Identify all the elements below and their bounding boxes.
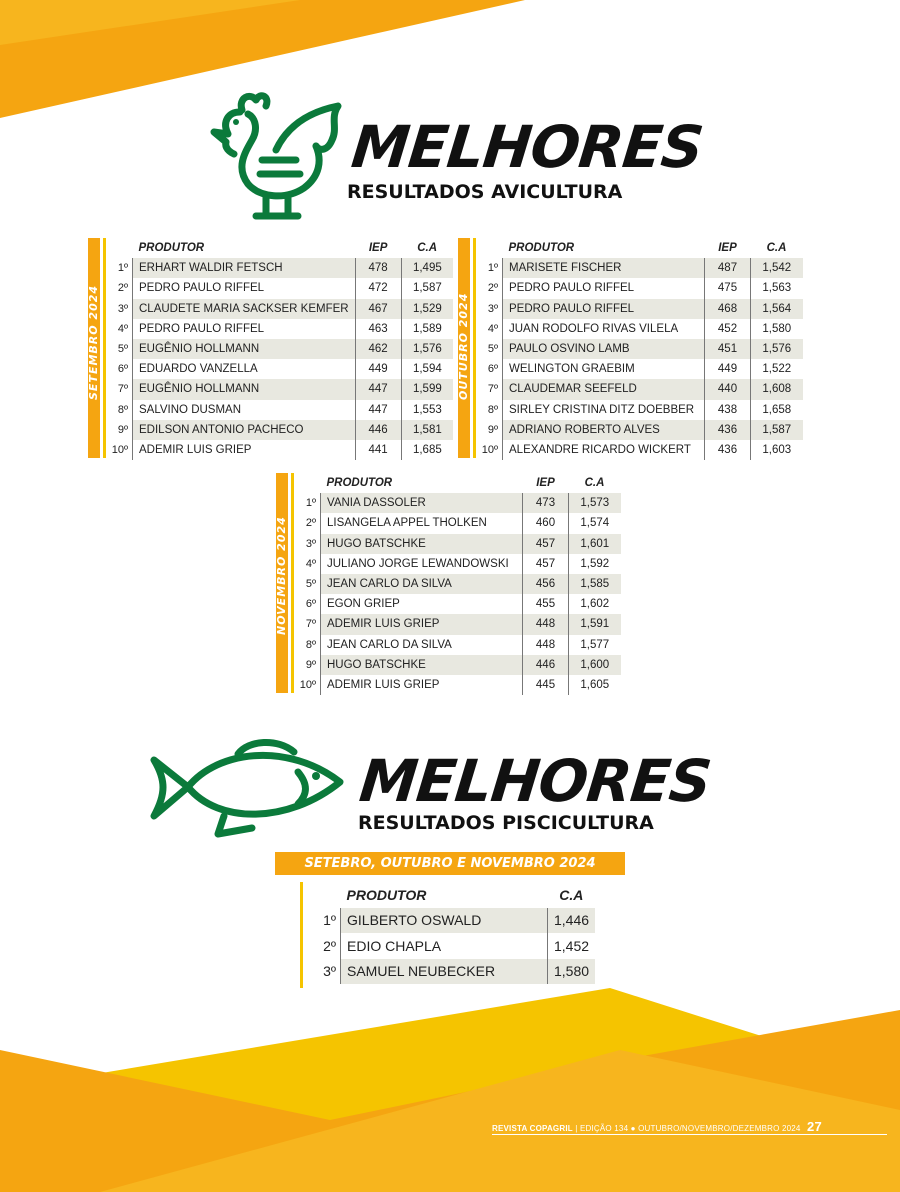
ca-value: 1,564 bbox=[751, 299, 803, 319]
producer-name: CLAUDETE MARIA SACKSER KEMFER bbox=[133, 299, 356, 319]
producer-name: ADEMIR LUIS GRIEP bbox=[321, 675, 523, 695]
ca-value: 1,602 bbox=[569, 594, 621, 614]
producer-name: JUAN RODOLFO RIVAS VILELA bbox=[503, 319, 705, 339]
iep-value: 487 bbox=[705, 258, 751, 278]
ca-value: 1,573 bbox=[569, 493, 621, 513]
ca-value: 1,589 bbox=[401, 319, 453, 339]
iep-value: 467 bbox=[355, 299, 401, 319]
rank: 5º bbox=[305, 578, 316, 591]
col-produtor: PRODUTOR bbox=[138, 242, 205, 255]
ca-value: 1,608 bbox=[751, 379, 803, 399]
producer-name: EGON GRIEP bbox=[321, 594, 523, 614]
producer-name: ERHART WALDIR FETSCH bbox=[133, 258, 356, 278]
rank: 10º bbox=[481, 443, 498, 456]
iep-value: 455 bbox=[523, 594, 569, 614]
rank: 4º bbox=[117, 322, 128, 335]
col-produtor: PRODUTOR bbox=[326, 477, 393, 490]
table-row bbox=[108, 258, 453, 278]
producer-name: PAULO OSVINO LAMB bbox=[503, 339, 705, 359]
producer-name: MARISETE FISCHER bbox=[503, 258, 705, 278]
col-ca: C.A bbox=[766, 242, 787, 255]
producer-name: SIRLEY CRISTINA DITZ DOEBBER bbox=[503, 400, 705, 420]
iep-value: 448 bbox=[523, 614, 569, 634]
producer-name: PEDRO PAULO RIFFEL bbox=[133, 278, 356, 298]
ca-value: 1,592 bbox=[569, 554, 621, 574]
rank: 9º bbox=[487, 423, 498, 436]
rank: 6º bbox=[487, 363, 498, 376]
col-iep: IEP bbox=[718, 242, 737, 255]
table-setembro bbox=[88, 238, 453, 460]
month-bar-accent bbox=[291, 473, 294, 693]
ca-value: 1,580 bbox=[751, 319, 803, 339]
rank: 1º bbox=[323, 912, 336, 929]
producer-name: JEAN CARLO DA SILVA bbox=[321, 635, 523, 655]
ca-value: 1,587 bbox=[401, 278, 453, 298]
table-row bbox=[308, 933, 595, 959]
rank: 5º bbox=[117, 343, 128, 356]
producer-name: CLAUDEMAR SEEFELD bbox=[503, 379, 705, 399]
iep-value: 468 bbox=[705, 299, 751, 319]
iep-value: 463 bbox=[355, 319, 401, 339]
table-row bbox=[108, 359, 453, 379]
ca-value: 1,576 bbox=[401, 339, 453, 359]
rank: 2º bbox=[323, 937, 336, 954]
iep-value: 475 bbox=[705, 278, 751, 298]
table-row bbox=[478, 278, 803, 298]
table-row bbox=[478, 258, 803, 278]
col-iep: IEP bbox=[368, 242, 388, 255]
ca-value: 1,495 bbox=[401, 258, 453, 278]
table-row bbox=[478, 440, 803, 460]
chicken-icon bbox=[200, 88, 345, 223]
col-ca: C.A bbox=[417, 242, 438, 255]
rank: 4º bbox=[487, 322, 498, 335]
table-row bbox=[478, 339, 803, 359]
producer-name: HUGO BATSCHKE bbox=[321, 534, 523, 554]
table-row bbox=[108, 299, 453, 319]
rank: 5º bbox=[487, 343, 498, 356]
producer-name: LISANGELA APPEL THOLKEN bbox=[321, 513, 523, 533]
rank: 10º bbox=[111, 443, 128, 456]
ca-value: 1,529 bbox=[401, 299, 453, 319]
rank: 8º bbox=[487, 403, 498, 416]
table-row bbox=[108, 440, 453, 460]
fish-icon bbox=[148, 732, 348, 842]
producer-name: WELINGTON GRAEBIM bbox=[503, 359, 705, 379]
producer-name: EDUARDO VANZELLA bbox=[133, 359, 356, 379]
iep-value: 472 bbox=[355, 278, 401, 298]
iep-value: 452 bbox=[705, 319, 751, 339]
rank: 8º bbox=[117, 403, 128, 416]
piscicultura-period: SETEBRO, OUTUBRO E NOVEMBRO 2024 bbox=[275, 852, 625, 875]
table-row bbox=[478, 420, 803, 440]
iep-value: 446 bbox=[355, 420, 401, 440]
table-row bbox=[296, 594, 621, 614]
month-bar-accent bbox=[103, 238, 106, 458]
table-row bbox=[108, 319, 453, 339]
producer-name: SALVINO DUSMAN bbox=[133, 400, 356, 420]
piscicultura-title: MELHORES bbox=[356, 747, 714, 815]
rank: 3º bbox=[487, 302, 498, 315]
ca-value: 1,577 bbox=[569, 635, 621, 655]
iep-value: 440 bbox=[705, 379, 751, 399]
iep-value: 449 bbox=[355, 359, 401, 379]
edition-info: | EDIÇÃO 134 ● OUTUBRO/NOVEMBRO/DEZEMBRO 2024 bbox=[575, 1124, 801, 1133]
rank: 2º bbox=[305, 517, 316, 530]
table-row bbox=[296, 554, 621, 574]
ca-value: 1,542 bbox=[751, 258, 803, 278]
iep-value: 478 bbox=[355, 258, 401, 278]
page-footer bbox=[492, 1119, 822, 1134]
rank: 9º bbox=[117, 423, 128, 436]
producer-name: VANIA DASSOLER bbox=[321, 493, 523, 513]
producer-name: JEAN CARLO DA SILVA bbox=[321, 574, 523, 594]
producer-name: ADRIANO ROBERTO ALVES bbox=[503, 420, 705, 440]
iep-value: 448 bbox=[523, 635, 569, 655]
rank: 10º bbox=[299, 678, 316, 691]
ca-value: 1,581 bbox=[401, 420, 453, 440]
iep-value: 441 bbox=[355, 440, 401, 460]
iep-value: 457 bbox=[523, 534, 569, 554]
ca-value: 1,580 bbox=[548, 959, 596, 985]
month-label: NOVEMBRO 2024 bbox=[275, 516, 288, 635]
rank: 1º bbox=[305, 497, 316, 510]
ca-value: 1,587 bbox=[751, 420, 803, 440]
table-row bbox=[308, 959, 595, 985]
ca-value: 1,452 bbox=[548, 933, 596, 959]
table-row bbox=[108, 420, 453, 440]
rank: 7º bbox=[487, 383, 498, 396]
producer-name: PEDRO PAULO RIFFEL bbox=[503, 278, 705, 298]
producer-name: EUGÊNIO HOLLMANN bbox=[133, 379, 356, 399]
iep-value: 447 bbox=[355, 400, 401, 420]
ca-value: 1,605 bbox=[569, 675, 621, 695]
col-produtor: PRODUTOR bbox=[346, 886, 427, 903]
producer-name: HUGO BATSCHKE bbox=[321, 655, 523, 675]
iep-value: 451 bbox=[705, 339, 751, 359]
iep-value: 446 bbox=[523, 655, 569, 675]
magazine-name: REVISTA COPAGRIL bbox=[492, 1124, 573, 1133]
rank: 6º bbox=[117, 363, 128, 376]
table-row bbox=[296, 493, 621, 513]
fish-table-bar bbox=[300, 882, 303, 988]
rank: 3º bbox=[305, 537, 316, 550]
ca-value: 1,658 bbox=[751, 400, 803, 420]
rank: 6º bbox=[305, 598, 316, 611]
col-ca: C.A bbox=[559, 886, 584, 903]
table-row bbox=[478, 379, 803, 399]
avicultura-subtitle: RESULTADOS AVICULTURA bbox=[347, 181, 623, 203]
rank: 8º bbox=[305, 638, 316, 651]
table-row bbox=[296, 675, 621, 695]
rank: 2º bbox=[487, 282, 498, 295]
ca-value: 1,685 bbox=[401, 440, 453, 460]
ca-value: 1,563 bbox=[751, 278, 803, 298]
table-row bbox=[308, 908, 595, 934]
table-row bbox=[108, 339, 453, 359]
table-row bbox=[296, 574, 621, 594]
table-row bbox=[296, 534, 621, 554]
table-row bbox=[108, 400, 453, 420]
producer-name: EDIO CHAPLA bbox=[341, 933, 548, 959]
rank: 7º bbox=[305, 618, 316, 631]
table-row bbox=[296, 635, 621, 655]
iep-value: 447 bbox=[355, 379, 401, 399]
table-row bbox=[478, 299, 803, 319]
iep-value: 473 bbox=[523, 493, 569, 513]
table-piscicultura bbox=[300, 882, 595, 984]
rank: 1º bbox=[487, 262, 498, 275]
table-row bbox=[478, 400, 803, 420]
table-row bbox=[478, 359, 803, 379]
ca-value: 1,603 bbox=[751, 440, 803, 460]
ca-value: 1,594 bbox=[401, 359, 453, 379]
table-outubro bbox=[458, 238, 803, 460]
ca-value: 1,601 bbox=[569, 534, 621, 554]
producer-name: ADEMIR LUIS GRIEP bbox=[321, 614, 523, 634]
producer-name: SAMUEL NEUBECKER bbox=[341, 959, 548, 985]
rank: 1º bbox=[117, 262, 128, 275]
producer-name: ADEMIR LUIS GRIEP bbox=[133, 440, 356, 460]
table-novembro bbox=[276, 473, 621, 695]
ca-value: 1,446 bbox=[548, 908, 596, 934]
table-row bbox=[296, 655, 621, 675]
ca-value: 1,585 bbox=[569, 574, 621, 594]
iep-value: 462 bbox=[355, 339, 401, 359]
rank: 7º bbox=[117, 383, 128, 396]
piscicultura-subtitle: RESULTADOS PISCICULTURA bbox=[358, 812, 654, 834]
month-label: SETEMBRO 2024 bbox=[87, 284, 100, 400]
footer-line bbox=[492, 1134, 887, 1135]
ca-value: 1,553 bbox=[401, 400, 453, 420]
producer-name: PEDRO PAULO RIFFEL bbox=[133, 319, 356, 339]
rank: 3º bbox=[117, 302, 128, 315]
month-label: OUTUBRO 2024 bbox=[457, 292, 470, 400]
producer-name: EUGÊNIO HOLLMANN bbox=[133, 339, 356, 359]
producer-name: PEDRO PAULO RIFFEL bbox=[503, 299, 705, 319]
producer-name: GILBERTO OSWALD bbox=[341, 908, 548, 934]
iep-value: 436 bbox=[705, 420, 751, 440]
rank: 2º bbox=[117, 282, 128, 295]
iep-value: 460 bbox=[523, 513, 569, 533]
month-bar-accent bbox=[473, 238, 476, 458]
table-row bbox=[296, 513, 621, 533]
page-number: 27 bbox=[807, 1119, 822, 1134]
col-ca: C.A bbox=[584, 477, 605, 490]
ca-value: 1,522 bbox=[751, 359, 803, 379]
iep-value: 457 bbox=[523, 554, 569, 574]
rank: 9º bbox=[305, 658, 316, 671]
ca-value: 1,576 bbox=[751, 339, 803, 359]
ca-value: 1,600 bbox=[569, 655, 621, 675]
producer-name: ALEXANDRE RICARDO WICKERT bbox=[503, 440, 705, 460]
avicultura-title: MELHORES bbox=[348, 113, 706, 181]
iep-value: 456 bbox=[523, 574, 569, 594]
rank: 4º bbox=[305, 557, 316, 570]
table-row bbox=[108, 379, 453, 399]
rank: 3º bbox=[323, 963, 336, 980]
iep-value: 436 bbox=[705, 440, 751, 460]
col-iep: IEP bbox=[536, 477, 555, 490]
table-row bbox=[296, 614, 621, 634]
col-produtor: PRODUTOR bbox=[508, 242, 575, 255]
iep-value: 449 bbox=[705, 359, 751, 379]
ca-value: 1,591 bbox=[569, 614, 621, 634]
producer-name: EDILSON ANTONIO PACHECO bbox=[133, 420, 356, 440]
iep-value: 445 bbox=[523, 675, 569, 695]
table-row bbox=[108, 278, 453, 298]
producer-name: JULIANO JORGE LEWANDOWSKI bbox=[321, 554, 523, 574]
ca-value: 1,574 bbox=[569, 513, 621, 533]
table-row bbox=[478, 319, 803, 339]
ca-value: 1,599 bbox=[401, 379, 453, 399]
iep-value: 438 bbox=[705, 400, 751, 420]
